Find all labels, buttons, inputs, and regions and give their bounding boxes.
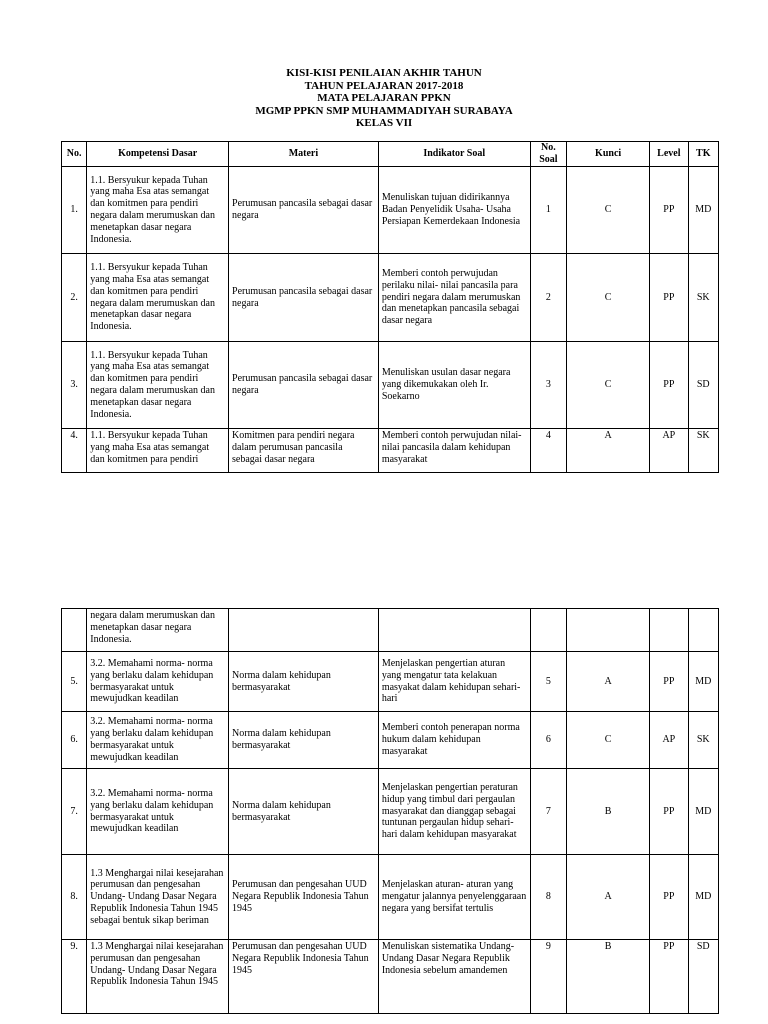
cell-no: 1. bbox=[62, 167, 87, 254]
cell-level: PP bbox=[650, 940, 688, 1014]
cell-kunci: C bbox=[567, 167, 650, 254]
cell-materi: Norma dalam kehidupan bermasyarakat bbox=[229, 652, 379, 712]
cell-tk: MD bbox=[688, 855, 718, 940]
kisi-kisi-table bbox=[61, 141, 719, 473]
cell-indikator: Menjelaskan pengertian peraturan hidup yang timbul dari pergaulan masyarakat dan dianggap sebagai tuntunan pergaulan hidup sehari- hari dalam kehidupan masyarakat bbox=[378, 769, 530, 855]
cell-tk: SD bbox=[688, 342, 718, 429]
cell-level: PP bbox=[650, 652, 688, 712]
cell-tk: SK bbox=[688, 254, 718, 342]
cell-tk: MD bbox=[688, 167, 718, 254]
cell-no: 5. bbox=[62, 652, 87, 712]
document-header bbox=[0, 67, 768, 130]
cell-indikator: Menuliskan tujuan didirikannya Badan Penyelidik Usaha- Usaha Persiapan Kemerdekaan Indonesia bbox=[378, 167, 530, 254]
cell-no-soal: 8 bbox=[530, 855, 566, 940]
column-header-kompetensi-dasar: Kompetensi Dasar bbox=[87, 142, 229, 167]
cell-level: PP bbox=[650, 167, 688, 254]
column-header-materi: Materi bbox=[229, 142, 379, 167]
cell-no-soal bbox=[530, 609, 566, 652]
cell-kunci: C bbox=[567, 342, 650, 429]
cell-kunci: A bbox=[567, 429, 650, 473]
cell-kompetensi-dasar: 3.2. Memahami norma- norma yang berlaku dalam kehidupan bermasyarakat untuk mewujudkan keadilan bbox=[87, 769, 229, 855]
cell-indikator: Menuliskan sistematika Undang- Undang Dasar Negara Republik Indonesia sebelum amandemen bbox=[378, 940, 530, 1014]
cell-level: AP bbox=[650, 429, 688, 473]
cell-materi: Perumusan dan pengesahan UUD Negara Republik Indonesia Tahun 1945 bbox=[229, 855, 379, 940]
cell-level: PP bbox=[650, 855, 688, 940]
cell-tk: SK bbox=[688, 712, 718, 769]
cell-materi: Perumusan pancasila sebagai dasar negara bbox=[229, 342, 379, 429]
cell-no-soal: 2 bbox=[530, 254, 566, 342]
header-subject: MATA PELAJARAN PPKN bbox=[317, 92, 451, 104]
cell-no: 2. bbox=[62, 254, 87, 342]
cell-level: PP bbox=[650, 769, 688, 855]
cell-indikator: Memberi contoh perwujudan perilaku nilai- nilai pancasila para pendiri negara dalam merumuskan dan menetapkan pancasila sebagai dasar negara bbox=[378, 254, 530, 342]
cell-no: 3. bbox=[62, 342, 87, 429]
column-header-indikator-soal: Indikator Soal bbox=[378, 142, 530, 167]
table-row bbox=[62, 342, 719, 429]
cell-no-soal: 3 bbox=[530, 342, 566, 429]
cell-kompetensi-dasar: 3.2. Memahami norma- norma yang berlaku dalam kehidupan bermasyarakat untuk mewujudkan keadilan bbox=[87, 712, 229, 769]
cell-no bbox=[62, 609, 87, 652]
table-row bbox=[62, 167, 719, 254]
cell-kompetensi-dasar: 1.1. Bersyukur kepada Tuhan yang maha Esa atas semangat dan komitmen para pendiri negara dalam merumuskan dan menetapkan dasar negara Indonesia. bbox=[87, 342, 229, 429]
cell-tk: SK bbox=[688, 429, 718, 473]
cell-indikator: Menuliskan usulan dasar negara yang dikemukakan oleh Ir. Soekarno bbox=[378, 342, 530, 429]
cell-no-soal: 7 bbox=[530, 769, 566, 855]
column-header-no-soal: No. Soal bbox=[530, 142, 566, 167]
table-row bbox=[62, 652, 719, 712]
cell-no: 6. bbox=[62, 712, 87, 769]
cell-tk: SD bbox=[688, 940, 718, 1014]
cell-materi: Perumusan dan pengesahan UUD Negara Republik Indonesia Tahun 1945 bbox=[229, 940, 379, 1014]
cell-indikator: Memberi contoh penerapan norma hukum dalam kehidupan masyarakat bbox=[378, 712, 530, 769]
cell-tk: MD bbox=[688, 652, 718, 712]
cell-no-soal: 9 bbox=[530, 940, 566, 1014]
cell-tk bbox=[688, 609, 718, 652]
cell-kunci: C bbox=[567, 254, 650, 342]
header-class: KELAS VII bbox=[355, 117, 413, 129]
table-row bbox=[62, 429, 719, 473]
cell-level: AP bbox=[650, 712, 688, 769]
cell-kunci: B bbox=[567, 940, 650, 1014]
cell-kompetensi-dasar: 3.2. Memahami norma- norma yang berlaku dalam kehidupan bermasyarakat untuk mewujudkan keadilan bbox=[87, 652, 229, 712]
cell-kunci bbox=[567, 609, 650, 652]
table-row bbox=[62, 712, 719, 769]
table-header-row bbox=[62, 142, 719, 167]
cell-no-soal: 4 bbox=[530, 429, 566, 473]
cell-no-soal: 1 bbox=[530, 167, 566, 254]
cell-kompetensi-dasar: 1.1. Bersyukur kepada Tuhan yang maha Esa atas semangat dan komitmen para pendiri negara dalam merumuskan dan menetapkan dasar negara Indonesia. bbox=[87, 167, 229, 254]
cell-no-soal: 6 bbox=[530, 712, 566, 769]
cell-no: 9. bbox=[62, 940, 87, 1014]
table-row bbox=[62, 609, 719, 652]
cell-no-soal: 5 bbox=[530, 652, 566, 712]
cell-materi: Norma dalam kehidupan bermasyarakat bbox=[229, 769, 379, 855]
column-header-kunci: Kunci bbox=[567, 142, 650, 167]
cell-level bbox=[650, 609, 688, 652]
table-row bbox=[62, 769, 719, 855]
cell-no: 7. bbox=[62, 769, 87, 855]
cell-materi: Perumusan pancasila sebagai dasar negara bbox=[229, 254, 379, 342]
table-row bbox=[62, 855, 719, 940]
cell-level: PP bbox=[650, 342, 688, 429]
column-header-no: No. bbox=[62, 142, 87, 167]
cell-kunci: B bbox=[567, 769, 650, 855]
cell-kompetensi-dasar: 1.3 Menghargai nilai kesejarahan perumusan dan pengesahan Undang- Undang Dasar Negara Republik Indonesia Tahun 1945 sebagai bentuk sikap beriman bbox=[87, 855, 229, 940]
table-row bbox=[62, 254, 719, 342]
cell-kompetensi-dasar: 1.1. Bersyukur kepada Tuhan yang maha Esa atas semangat dan komitmen para pendiri bbox=[87, 429, 229, 473]
table-row bbox=[62, 940, 719, 1014]
cell-no: 8. bbox=[62, 855, 87, 940]
cell-kunci: A bbox=[567, 652, 650, 712]
cell-tk: MD bbox=[688, 769, 718, 855]
document-page-2 bbox=[0, 600, 768, 1024]
cell-indikator bbox=[378, 609, 530, 652]
column-header-level: Level bbox=[650, 142, 688, 167]
header-organization: MGMP PPKN SMP MUHAMMADIYAH SURABAYA bbox=[255, 104, 513, 117]
header-title: KISI-KISI PENILAIAN AKHIR TAHUN bbox=[286, 67, 482, 79]
cell-indikator: Menjelaskan pengertian aturan yang mengatur tata kelakuan masyakat dalam kehidupan sehari-hari bbox=[378, 652, 530, 712]
cell-no: 4. bbox=[62, 429, 87, 473]
cell-kunci: A bbox=[567, 855, 650, 940]
cell-materi: Norma dalam kehidupan bermasyarakat bbox=[229, 712, 379, 769]
cell-materi: Komitmen para pendiri negara dalam perumusan pancasila sebagai dasar negara bbox=[229, 429, 379, 473]
header-year: TAHUN PELAJARAN 2017-2018 bbox=[304, 79, 464, 92]
cell-indikator: Memberi contoh perwujudan nilai-nilai pancasila dalam kehidupan masyarakat bbox=[378, 429, 530, 473]
cell-kompetensi-dasar: 1.3 Menghargai nilai kesejarahan perumusan dan pengesahan Undang- Undang Dasar Negara Republik Indonesia Tahun 1945 bbox=[87, 940, 229, 1014]
cell-kunci: C bbox=[567, 712, 650, 769]
cell-materi: Perumusan pancasila sebagai dasar negara bbox=[229, 167, 379, 254]
cell-kompetensi-dasar: 1.1. Bersyukur kepada Tuhan yang maha Esa atas semangat dan komitmen para pendiri negara dalam merumuskan dan menetapkan dasar negara Indonesia. bbox=[87, 254, 229, 342]
column-header-tk: TK bbox=[688, 142, 718, 167]
page-gap bbox=[0, 540, 768, 600]
cell-kompetensi-dasar: negara dalam merumuskan dan menetapkan dasar negara Indonesia. bbox=[87, 609, 229, 652]
cell-level: PP bbox=[650, 254, 688, 342]
cell-materi bbox=[229, 609, 379, 652]
kisi-kisi-table-continued bbox=[61, 608, 719, 1014]
cell-indikator: Menjelaskan aturan- aturan yang mengatur jalannya penyelenggaraan negara yang bersifat tertulis bbox=[378, 855, 530, 940]
